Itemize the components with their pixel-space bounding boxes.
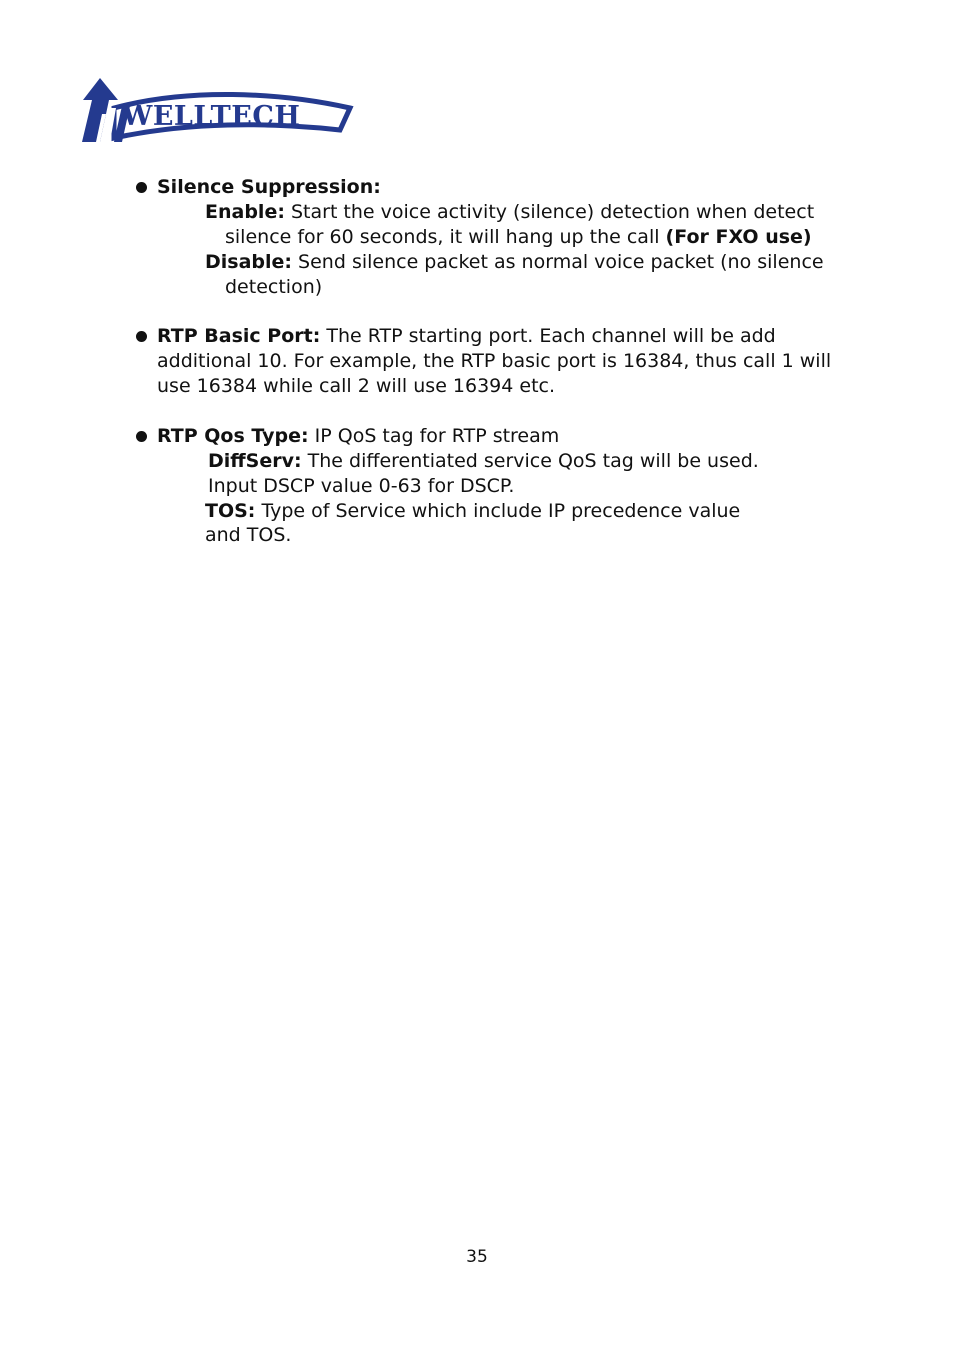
tos-line: TOS: Type of Service which include IP precedence value — [205, 500, 741, 522]
bullet-rtp-qos-type — [136, 431, 147, 442]
disable-label: Disable: — [205, 251, 293, 273]
diffserv-label: DiffServ: — [208, 450, 302, 472]
silence-disable-cont: detection) — [225, 276, 323, 298]
diffserv-line: DiffServ: The differentiated service QoS tag will be used. — [208, 450, 759, 472]
welltech-logo — [78, 78, 354, 146]
tos-label: TOS: — [205, 500, 256, 522]
rtp-qos-type-line: RTP Qos Type: IP QoS tag for RTP stream — [157, 425, 560, 447]
fxo-note: (For FXO use) — [665, 226, 812, 248]
page-number: 35 — [466, 1247, 488, 1267]
rtp-basic-port-line-3: use 16384 while call 2 will use 16394 etc. — [157, 375, 556, 397]
tos-cont: and TOS. — [205, 524, 292, 546]
rtp-qos-type-title: RTP Qos Type: — [157, 425, 309, 447]
rtp-basic-port-line-1: RTP Basic Port: The RTP starting port. Each channel will be add — [157, 325, 776, 347]
silence-disable-line: Disable: Send silence packet as normal voice packet (no silence — [205, 251, 824, 273]
silence-enable-line: Enable: Start the voice activity (silence) detection when detect — [205, 201, 815, 223]
diffserv-cont: Input DSCP value 0-63 for DSCP. — [208, 475, 515, 497]
silence-suppression-title: Silence Suppression: — [157, 176, 381, 198]
bullet-rtp-basic-port — [136, 331, 147, 342]
enable-label: Enable: — [205, 201, 285, 223]
rtp-basic-port-line-2: additional 10. For example, the RTP basic port is 16384, thus call 1 will — [157, 350, 832, 372]
bullet-silence-suppression — [136, 182, 147, 193]
logo-text: WELLTECH — [122, 101, 301, 132]
rtp-basic-port-title: RTP Basic Port: — [157, 325, 321, 347]
silence-enable-cont: silence for 60 seconds, it will hang up the call (For FXO use) — [225, 226, 812, 248]
